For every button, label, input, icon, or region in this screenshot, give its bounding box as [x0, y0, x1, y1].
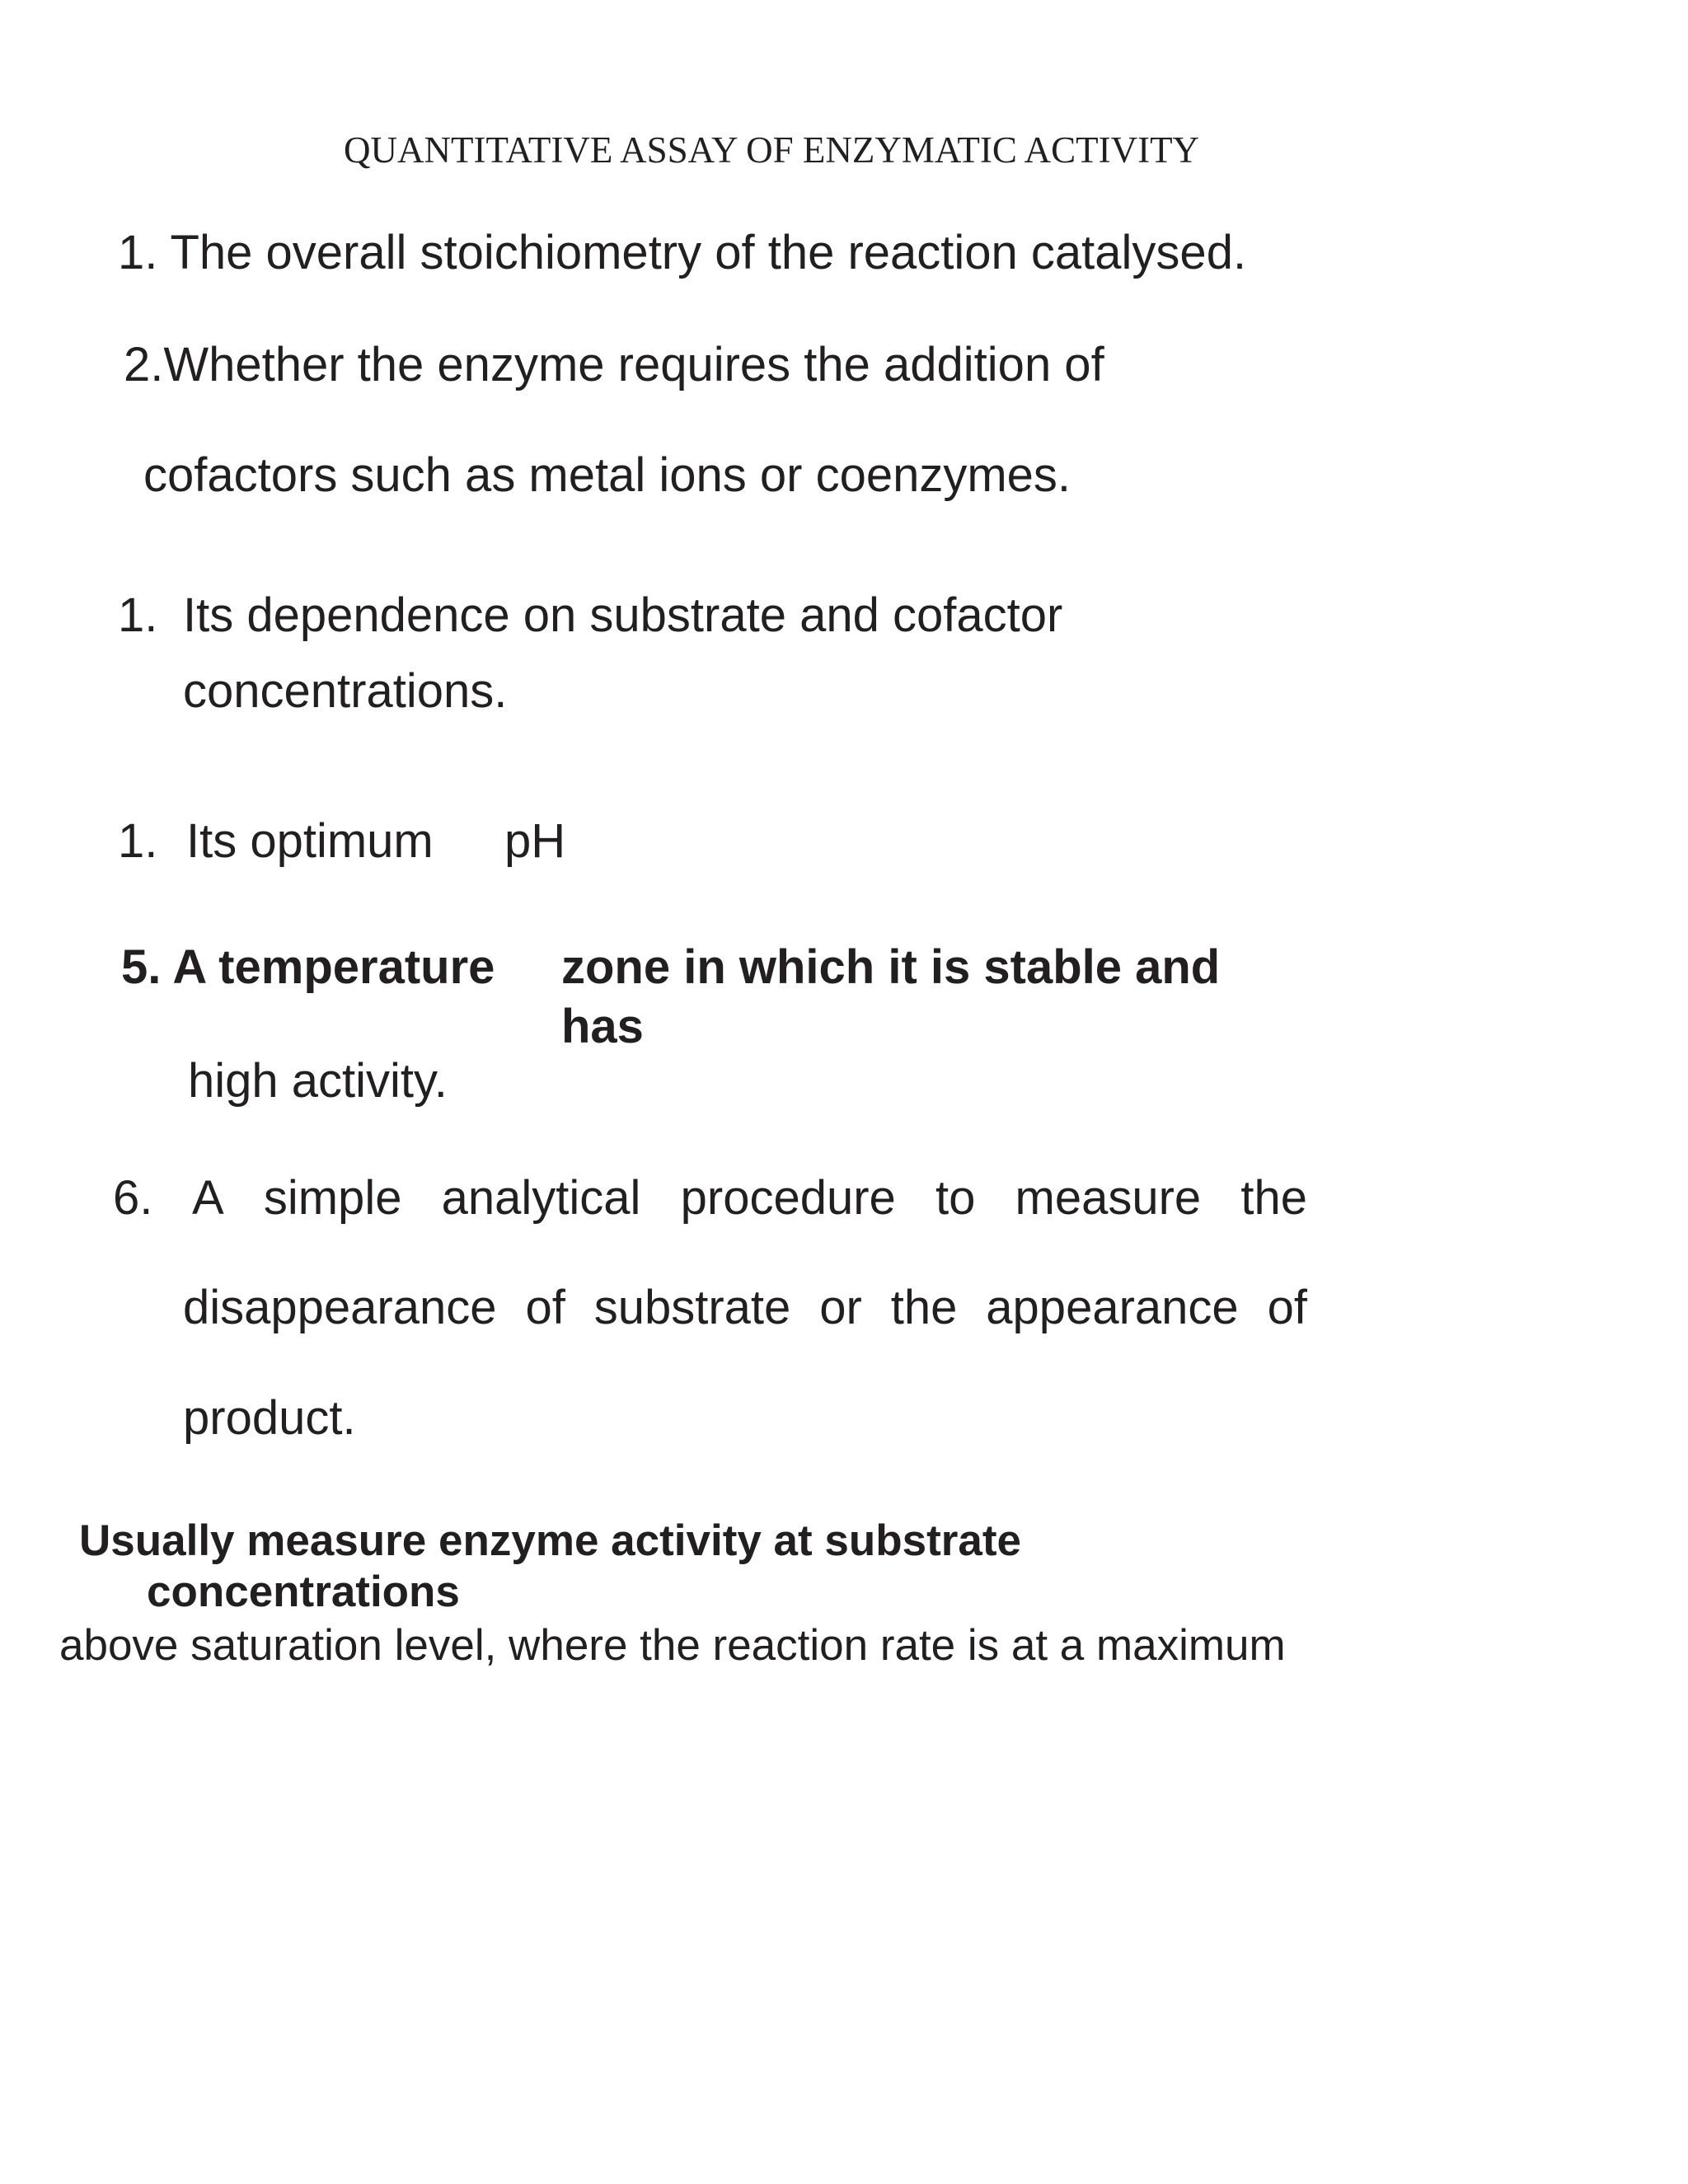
item-4-text: Its optimum: [186, 814, 434, 868]
item-6-word: A: [192, 1171, 224, 1225]
item-6-word: the: [890, 1281, 958, 1334]
item-4-number: 1.: [118, 814, 158, 868]
item-3-line-1: Its dependence on substrate and cofactor: [183, 588, 1063, 642]
item-6-word: to: [935, 1171, 976, 1225]
item-6-word: of: [1267, 1281, 1307, 1334]
item-4-ph: pH: [504, 814, 566, 868]
item-6-word: the: [1240, 1171, 1307, 1225]
item-5-part-2: zone in which it is stable and: [561, 940, 1221, 994]
item-5-part-3: has: [561, 1000, 644, 1053]
item-3-line-2: concentrations.: [183, 664, 508, 718]
item-2-line-2: cofactors such as metal ions or coenzymes.: [143, 448, 1071, 502]
item-6-word: measure: [1015, 1171, 1202, 1225]
item-6-word: appearance: [986, 1281, 1239, 1334]
item-6-line-2: [183, 1281, 1307, 1334]
item-6-number: 6.: [113, 1171, 153, 1225]
item-6-word: procedure: [680, 1171, 896, 1225]
item-6-word: of: [525, 1281, 565, 1334]
item-6-line-3: product.: [183, 1391, 356, 1445]
note-line-1: Usually measure enzyme activity at substrate: [79, 1516, 1021, 1565]
item-1-stoichiometry: 1. The overall stoichiometry of the reaction catalysed.: [118, 226, 1247, 279]
note-line-3: above saturation level, where the reaction rate is at a maximum: [59, 1621, 1286, 1670]
note-line-2: concentrations: [147, 1568, 460, 1616]
item-6-word: or: [819, 1281, 862, 1334]
item-6-word: disappearance: [183, 1281, 497, 1334]
item-5-part-1: 5. A temperature: [121, 940, 495, 994]
item-6-word: simple: [263, 1171, 402, 1225]
item-6-line-1: [192, 1171, 1307, 1225]
item-6-word: analytical: [441, 1171, 641, 1225]
item-5-line-2: high activity.: [188, 1054, 448, 1108]
item-6-word: substrate: [593, 1281, 791, 1334]
item-3-number: 1.: [118, 588, 158, 642]
page-title: QUANTITATIVE ASSAY OF ENZYMATIC ACTIVITY: [344, 129, 1200, 171]
item-2-line-1: 2.Whether the enzyme requires the addition of: [124, 338, 1104, 391]
